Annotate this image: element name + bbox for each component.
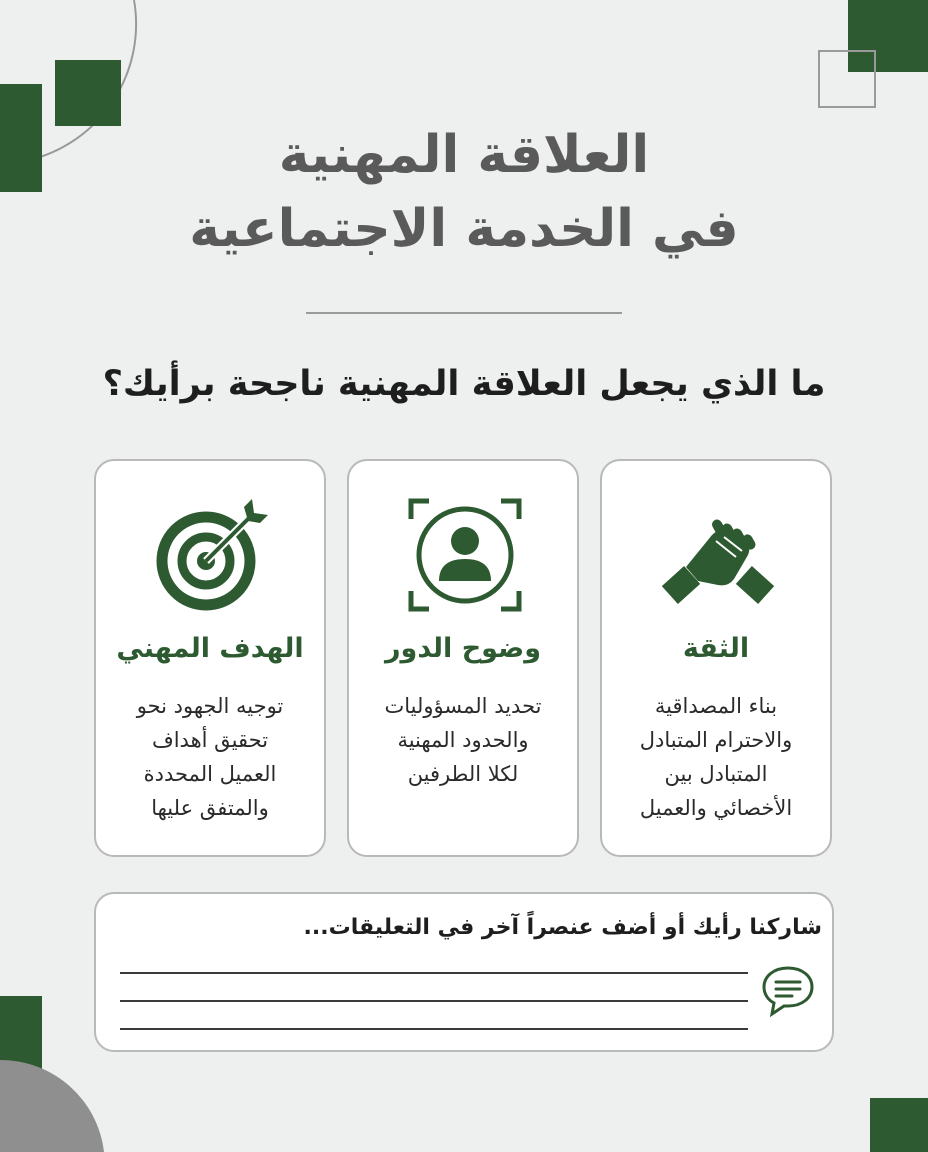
quarter-circle-decoration (0, 1050, 110, 1152)
card-title: وضوح الدور (385, 633, 541, 664)
comment-prompt: شاركنا رأيك أو أضف عنصراً آخر في التعليقات... (303, 915, 822, 940)
card-description (612, 689, 820, 825)
square-decoration (55, 60, 121, 126)
card-description-line: العميل المحددة (143, 762, 277, 786)
comment-line[interactable] (120, 1028, 748, 1030)
card-title: الهدف المهني (116, 633, 304, 664)
square-decoration (870, 1098, 928, 1152)
card-description (106, 689, 314, 825)
target-icon (152, 495, 272, 615)
card-description-line: والحدود المهنية (397, 728, 529, 752)
square-outline-decoration (818, 50, 876, 108)
card-description-line: توجيه الجهود نحو (136, 694, 284, 718)
card-description-line: المتبادل بين (664, 762, 768, 786)
card-description-line: تحقيق أهداف (151, 728, 269, 752)
title-divider (306, 312, 622, 314)
person-frame-icon (405, 495, 525, 615)
handshake-icon (658, 495, 778, 615)
card-professional-goal (94, 459, 326, 857)
card-description-line: والمتفق عليها (151, 796, 269, 820)
page-title (0, 118, 928, 266)
card-description (359, 689, 567, 791)
card-description-line: والاحترام المتبادل (639, 728, 793, 752)
question-heading: ما الذي يجعل العلاقة المهنية ناجحة برأيك؟ (102, 364, 826, 404)
title-line-2: في الخدمة الاجتماعية (189, 199, 739, 259)
card-trust (600, 459, 832, 857)
title-line-1: العلاقة المهنية (278, 125, 650, 185)
card-description-line: الأخصائي والعميل (639, 796, 793, 820)
card-description-line: بناء المصداقية (654, 694, 778, 718)
speech-bubble-icon (760, 962, 816, 1018)
comment-line[interactable] (120, 1000, 748, 1002)
card-description-line: تحديد المسؤوليات (384, 694, 542, 718)
card-role-clarity (347, 459, 579, 857)
comment-line[interactable] (120, 972, 748, 974)
card-title: الثقة (682, 633, 750, 664)
card-description-line: لكلا الطرفين (407, 762, 519, 786)
comment-box[interactable] (94, 892, 834, 1052)
